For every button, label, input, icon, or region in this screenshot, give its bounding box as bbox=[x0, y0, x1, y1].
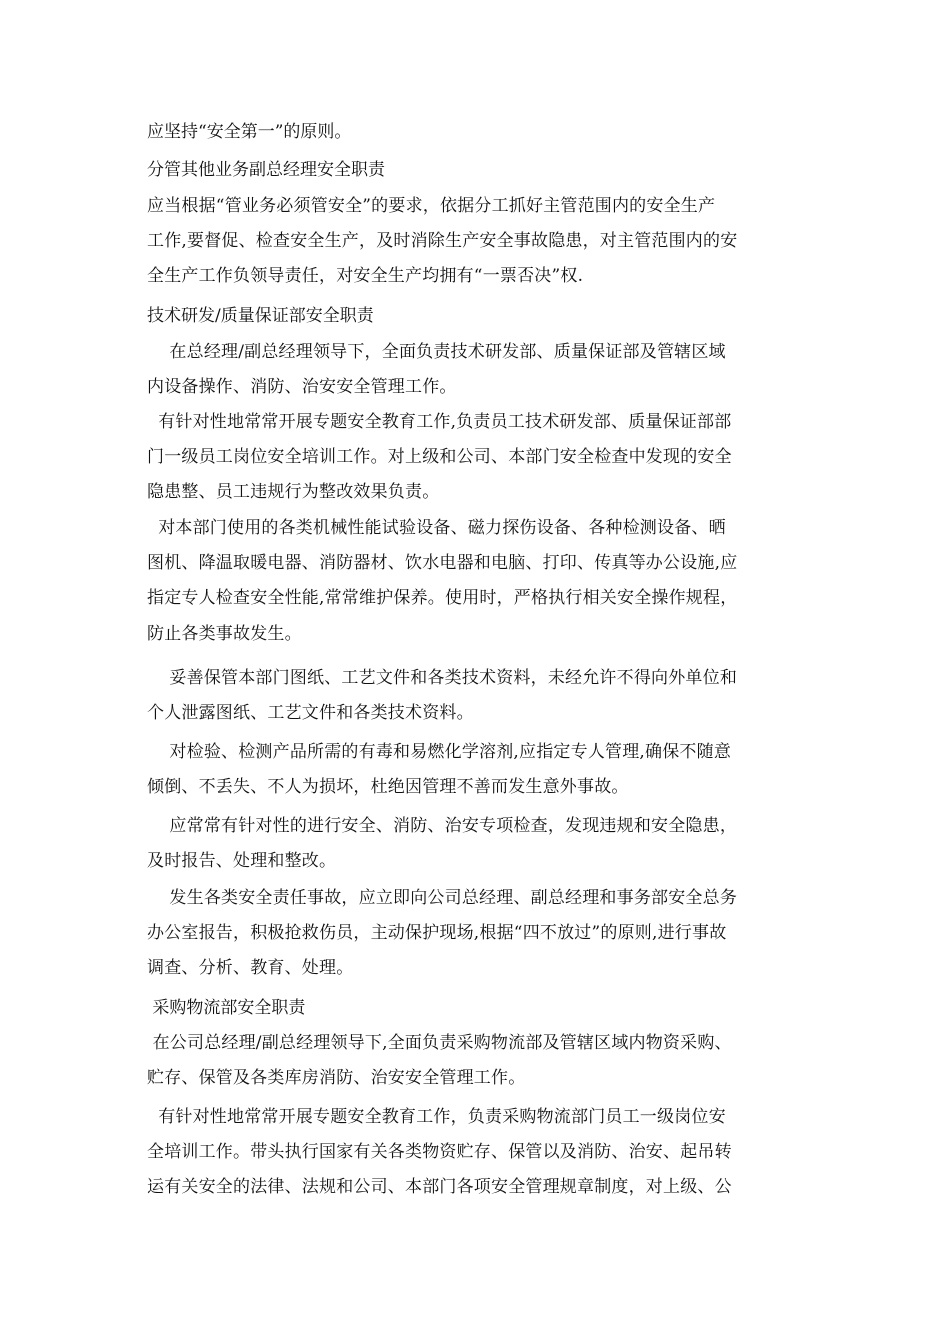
text-line: 应坚持“安全第一”的原则。 bbox=[147, 122, 352, 142]
paragraph-line: 隐患整、员工违规行为整改效果负责。 bbox=[147, 482, 440, 503]
paragraph-line: 及时报告、处理和整改。 bbox=[147, 851, 337, 872]
paragraph-line: 贮存、保管及各类库房消防、治安安全管理工作。 bbox=[147, 1068, 526, 1089]
paragraph-line: 发生各类安全责任事故，应立即向公司总经理、副总经理和事务部安全总务 bbox=[147, 888, 738, 908]
paragraph-tech-2 bbox=[147, 405, 815, 511]
paragraph-tech-6 bbox=[147, 809, 815, 879]
paragraph-line: 有针对性地常常开展专题安全教育工作,负责员工技术研发部、质量保证部部 bbox=[147, 412, 732, 432]
paragraph-line: 运有关安全的法律、法规和公司、本部门各项安全管理规章制度，对上级、公 bbox=[147, 1177, 732, 1198]
paragraph-line: 妥善保管本部门图纸、工艺文件和各类技术资料，未经允许不得向外单位和 bbox=[147, 668, 738, 688]
paragraph-line: 有针对性地常常开展专题安全教育工作，负责采购物流部门员工一级岗位安 bbox=[147, 1107, 726, 1127]
paragraph-line: 应常常有针对性的进行安全、消防、治安专项检查，发现违规和安全隐患， bbox=[147, 816, 738, 836]
section-heading-tech-rd: 技术研发/质量保证部安全职责 bbox=[147, 306, 374, 326]
paragraph-line: 内设备操作、消防、治安安全管理工作。 bbox=[147, 377, 457, 398]
paragraph-vice-president bbox=[147, 189, 815, 295]
paragraph-tech-3 bbox=[147, 511, 815, 652]
paragraph-line: 工作,要督促、检查安全生产，及时消除生产安全事故隐患，对主管范围内的安 bbox=[147, 231, 738, 252]
paragraph-line: 门一级员工岗位安全培训工作。对上级和公司、本部门安全检查中发现的安全 bbox=[147, 447, 732, 468]
paragraph-purchase-2 bbox=[147, 1100, 815, 1206]
paragraph-line: 防止各类事故发生。 bbox=[147, 623, 302, 644]
paragraph-line: 应当根据“管业务必须管安全”的要求，依据分工抓好主管范围内的安全生产 bbox=[147, 196, 716, 216]
paragraph-line: 全培训工作。带头执行国家有关各类物资贮存、保管以及消防、治安、起吊转 bbox=[147, 1142, 732, 1163]
paragraph-line: 个人泄露图纸、工艺文件和各类技术资料。 bbox=[147, 703, 474, 724]
paragraph-purchase-1 bbox=[147, 1026, 815, 1096]
paragraph-tech-7 bbox=[147, 881, 815, 987]
paragraph-line: 倾倒、不丢失、不人为损坏，杜绝因管理不善而发生意外事故。 bbox=[147, 777, 629, 798]
paragraph-line: 全生产工作负领导责任，对安全生产均拥有“一票否决”权. bbox=[147, 266, 584, 287]
paragraph-tech-4 bbox=[147, 661, 815, 731]
paragraph-line: 在总经理/副总经理领导下，全面负责技术研发部、质量保证部及管辖区域 bbox=[147, 342, 726, 362]
paragraph-line: 对本部门使用的各类机械性能试验设备、磁力探伤设备、各种检测设备、晒 bbox=[147, 518, 726, 538]
paragraph-line: 对检验、检测产品所需的有毒和易燃化学溶剂,应指定专人管理,确保不随意 bbox=[147, 742, 732, 762]
section-heading-vice-president: 分管其他业务副总经理安全职责 bbox=[147, 160, 385, 180]
paragraph-tech-5 bbox=[147, 735, 815, 805]
paragraph-tech-1 bbox=[147, 335, 815, 405]
paragraph-line: 调查、分析、教育、处理。 bbox=[147, 958, 354, 979]
section-heading-purchasing-logistics: 采购物流部安全职责 bbox=[147, 998, 306, 1018]
paragraph-line: 指定专人检查安全性能,常常维护保养。使用时，严格执行相关安全操作规程， bbox=[147, 588, 738, 609]
paragraph-line: 在公司总经理/副总经理领导下,全面负责采购物流部及管辖区域内物资采购、 bbox=[147, 1033, 732, 1053]
paragraph-line: 办公室报告，积极抢救伤员，主动保护现场,根据“四不放过”的原则,进行事故 bbox=[147, 923, 727, 944]
paragraph-line: 图机、降温取暖电器、消防器材、饮水电器和电脑、打印、传真等办公设施,应 bbox=[147, 553, 738, 574]
